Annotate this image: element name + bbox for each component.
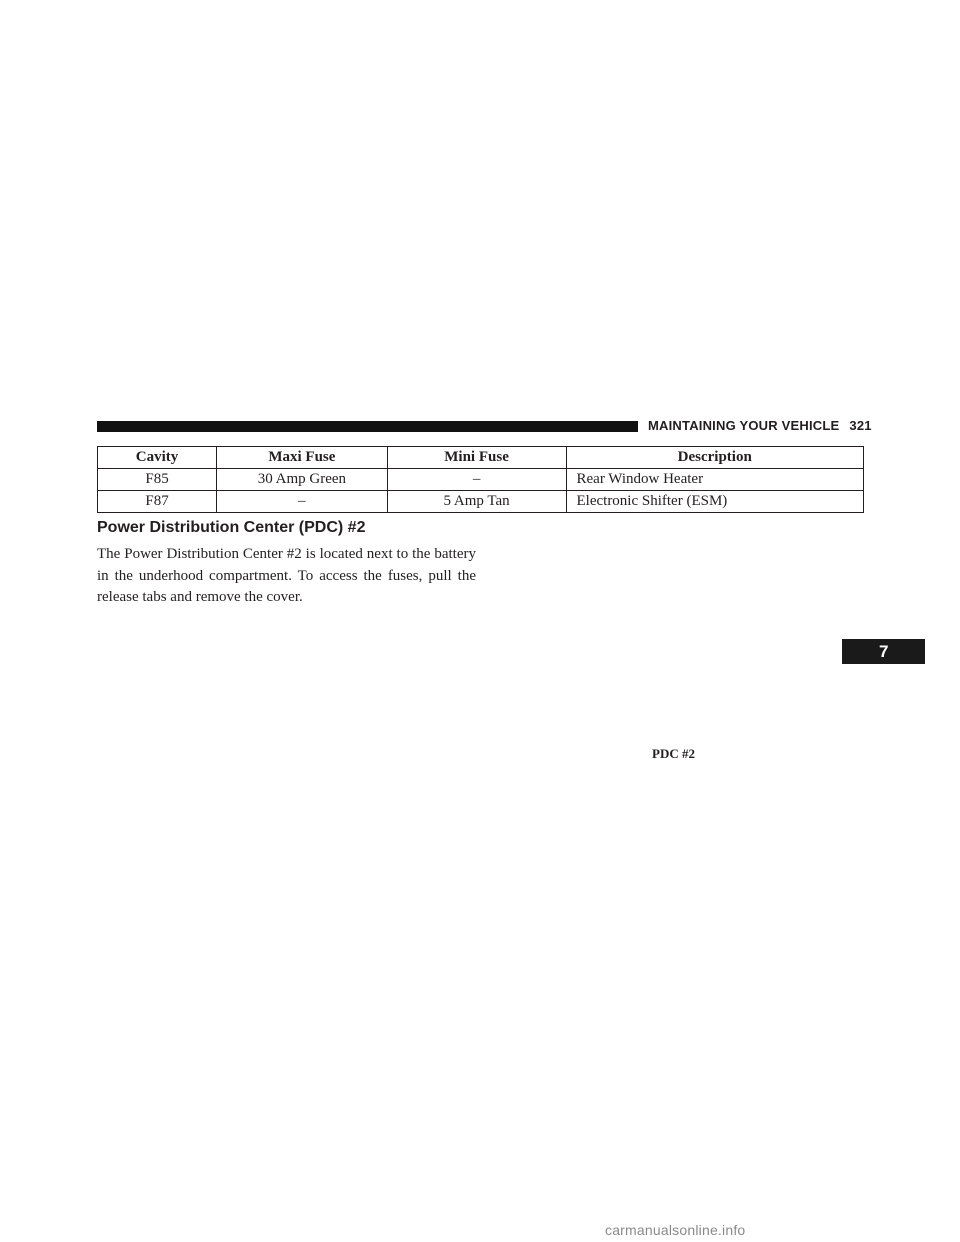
cell-maxi-fuse: – <box>217 491 388 513</box>
chapter-tab: 7 <box>842 639 925 664</box>
header-rule <box>97 421 638 432</box>
cell-mini-fuse: – <box>387 469 566 491</box>
column-header-cavity: Cavity <box>98 447 217 469</box>
section-name: MAINTAINING YOUR VEHICLE <box>648 418 840 433</box>
cell-description: Rear Window Heater <box>566 469 864 491</box>
figure-caption: PDC #2 <box>652 746 695 761</box>
cell-mini-fuse: 5 Amp Tan <box>387 491 566 513</box>
section-heading: Power Distribution Center (PDC) #2 <box>97 519 366 536</box>
cell-cavity: F85 <box>98 469 217 491</box>
page-number: 321 <box>849 418 872 433</box>
cell-maxi-fuse: 30 Amp Green <box>217 469 388 491</box>
table-header-row <box>98 447 864 469</box>
table-row <box>98 469 864 491</box>
column-header-mini-fuse: Mini Fuse <box>387 447 566 469</box>
column-header-description: Description <box>566 447 864 469</box>
column-header-maxi-fuse: Maxi Fuse <box>217 447 388 469</box>
watermark: carmanualsonline.info <box>605 1222 746 1238</box>
table-row <box>98 491 864 513</box>
fuse-table <box>97 446 864 513</box>
running-header <box>648 418 872 433</box>
cell-description: Electronic Shifter (ESM) <box>566 491 864 513</box>
cell-cavity: F87 <box>98 491 217 513</box>
body-paragraph: The Power Distribution Center #2 is located next to the battery in the underhood compartment. To access the fuses, pull the release tabs and remove the cover. <box>97 546 476 605</box>
